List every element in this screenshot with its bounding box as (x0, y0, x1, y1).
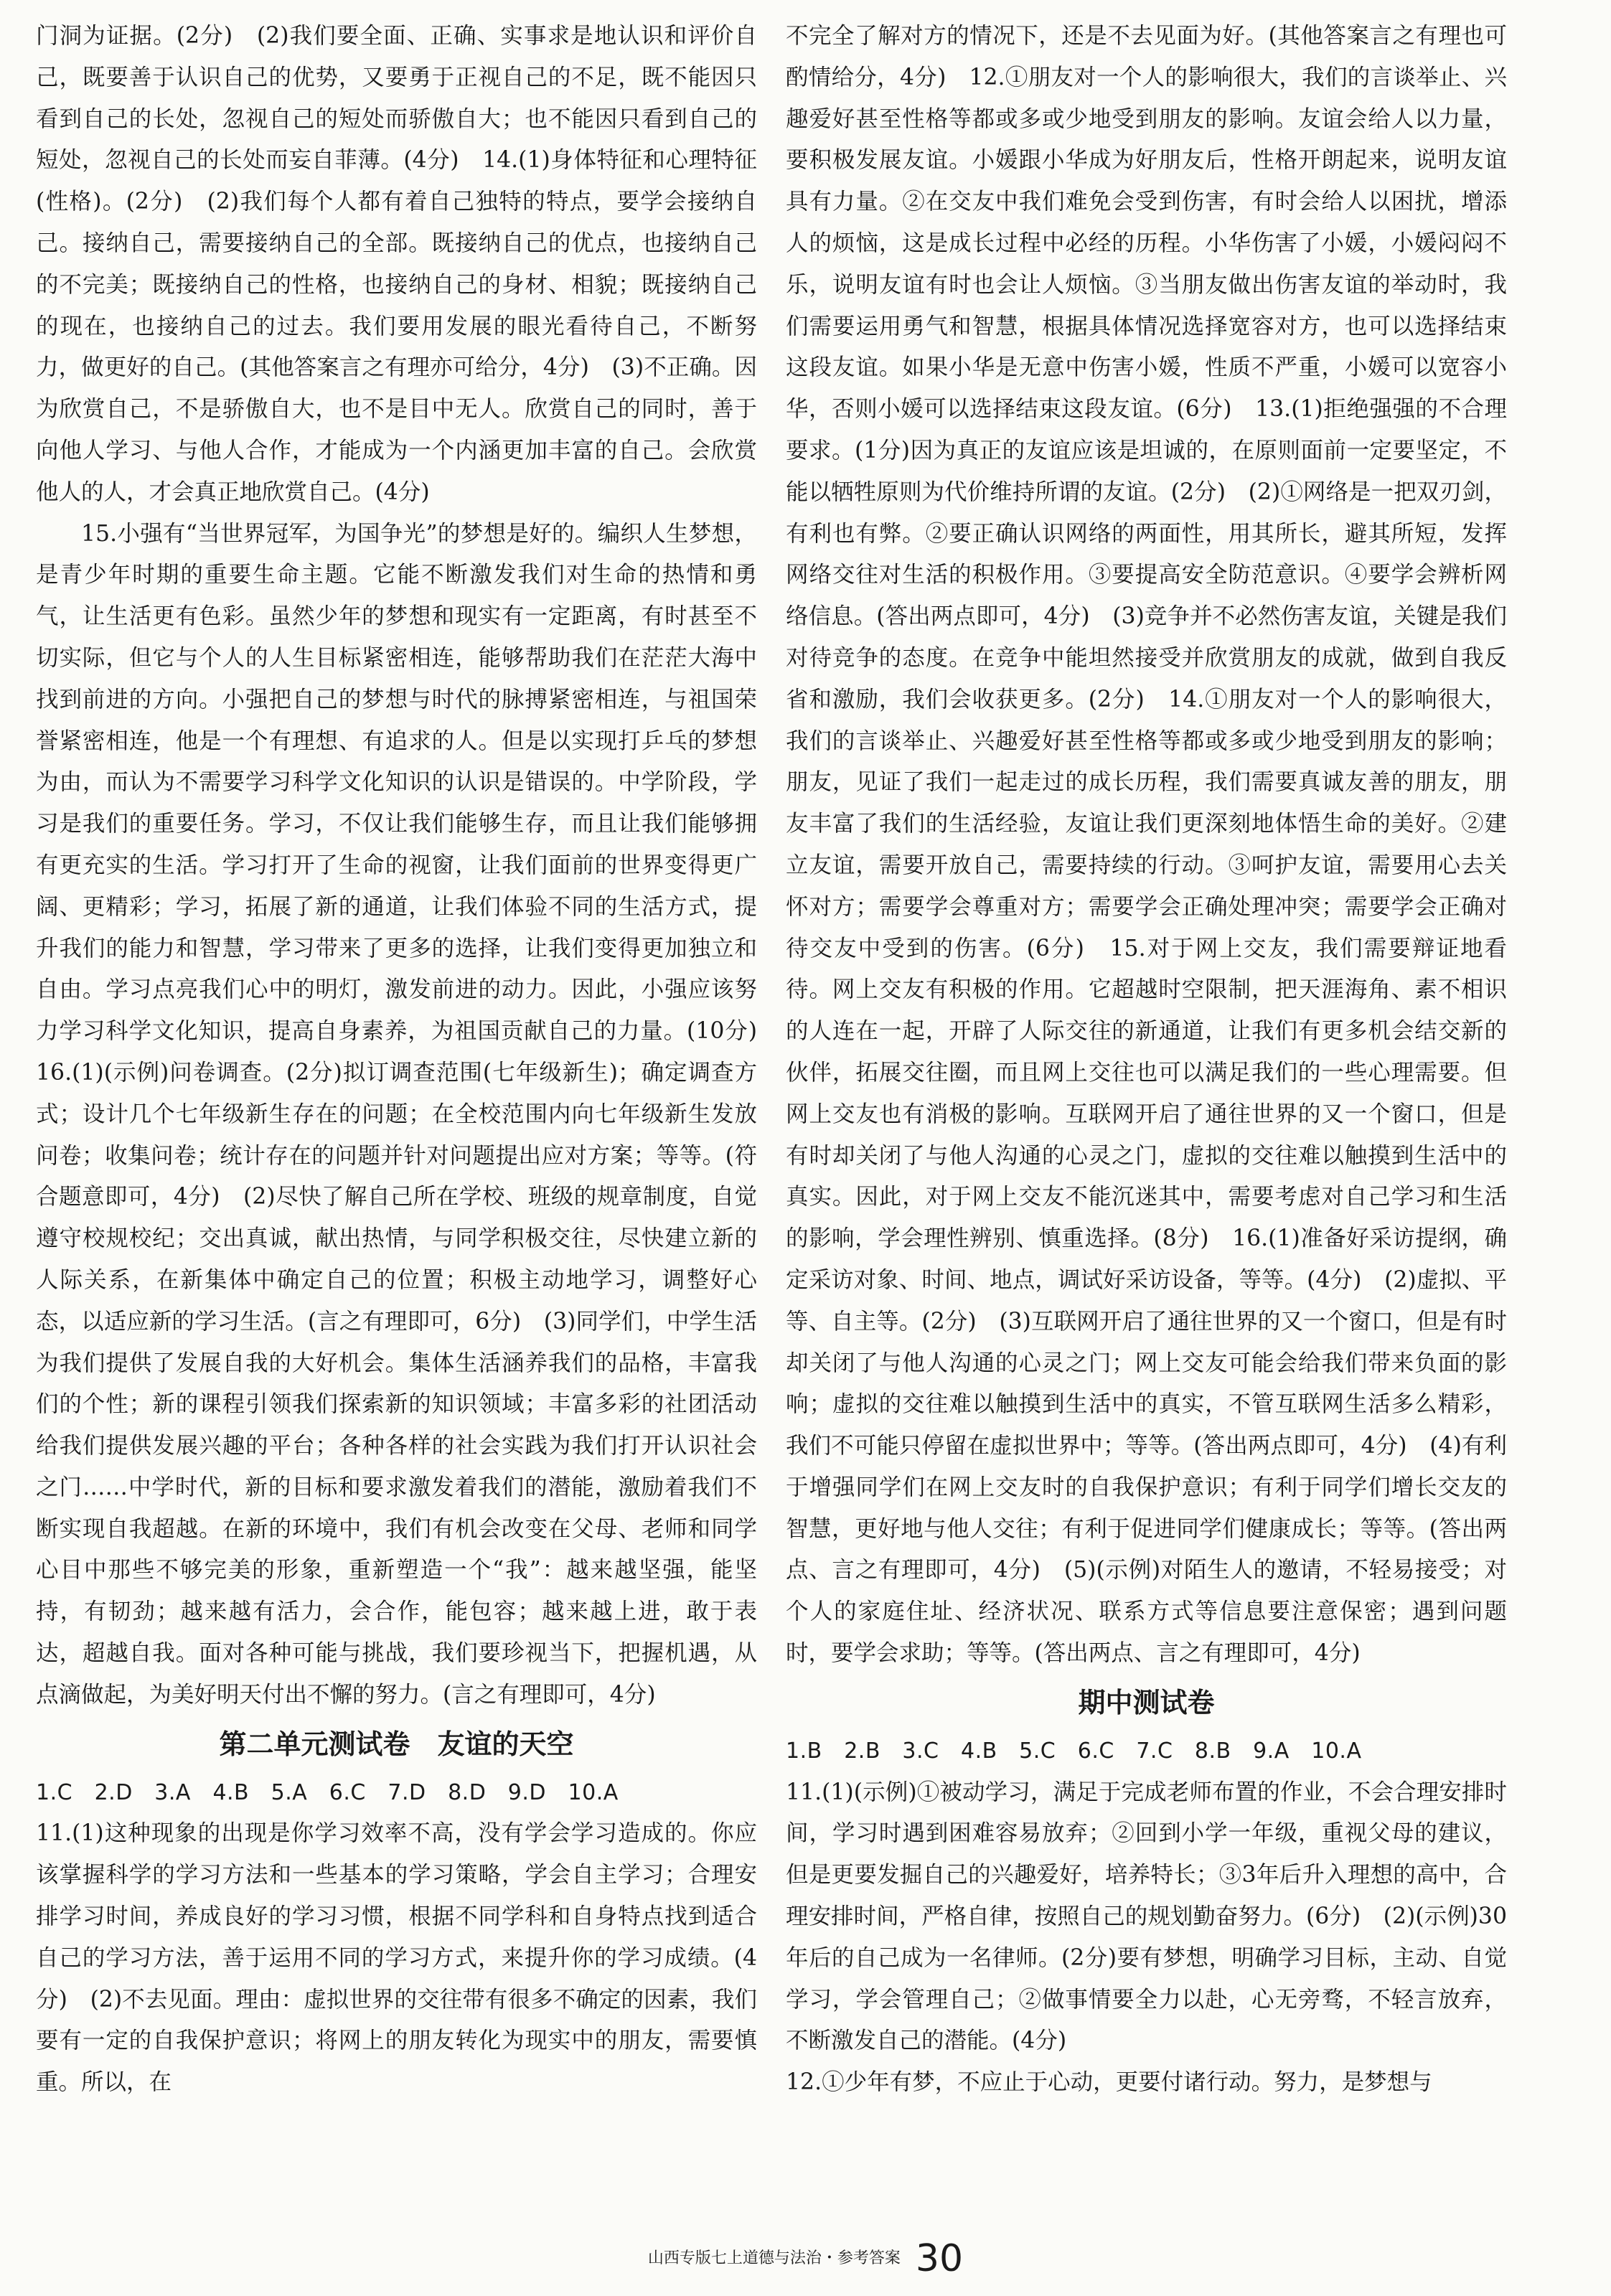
paragraph-right-3: 12.①少年有梦，不应止于心动，更要付诸行动。努力，是梦想与 (786, 2069, 1432, 2096)
right-column (786, 16, 1507, 2233)
paragraph-right-1: 不完全了解对方的情况下，还是不去见面为好。(其他答案言之有理也可酌情给分，4分) 12.①朋友对一个人的影响很大，我们的言谈举止、兴趣爱好甚至性格等都或多或少地受到朋友的影响。友谊会给人以力量，要积极发展友谊。小媛跟小华成为好朋友后，性格开朗起来，说明友谊具有力量。②在交友中我们难免会受到伤害，有时会给人以困扰，增添人的烦恼，这是成长过程中必经的历程。小华伤害了小媛，小媛闷闷不乐，说明友谊有时也会让人烦恼。③当朋友做出伤害友谊的举动时，我们需要运用勇气和智慧，根据具体情况选择宽容对方，也可以选择结束这段友谊。如果小华是无意中伤害小媛，性质不严重，小媛可以宽容小华，否则小媛可以选择结束这段友谊。(6分) 13.(1)拒绝强强的不合理要求。(1分)因为真正的友谊应该是坦诚的，在原则面前一定要坚定，不能以牺牲原则为代价维持所谓的友谊。(2分) (2)①网络是一把双刃剑，有利也有弊。②要正确认识网络的两面性，用其所长，避其所短，发挥网络交往对生活的积极作用。③要提高安全防范意识。④要学会辨析网络信息。(答出两点即可，4分) (3)竞争并不必然伤害友谊，关键是我们对待竞争的态度。在竞争中能坦然接受并欣赏朋友的成就，做到自我反省和激励，我们会收获更多。(2分) 14.①朋友对一个人的影响很大，我们的言谈举止、兴趣爱好甚至性格等都或多或少地受到朋友的影响；朋友，见证了我们一起走过的成长历程，我们需要真诚友善的朋友，朋友丰富了我们的生活经验，友谊让我们更深刻地体悟生命的美好。②建立友谊，需要开放自己，需要持续的行动。③呵护友谊，需要用心去关怀对方；需要学会尊重对方；需要学会正确处理冲突；需要学会正确对待交友中受到的伤害。(6分) 15.对于网上交友，我们需要辩证地看待。网上交友有积极的作用。它超越时空限制，把天涯海角、素不相识的人连在一起，开辟了人际交往的新通道，让我们有更多机会结交新的伙伴，拓展交往圈，而且网上交往也可以满足我们的一些心理需要。但网上交友也有消极的影响。互联网开启了通往世界的又一个窗口，但是有时却关闭了与他人沟通的心灵之门，虚拟的交往难以触摸到生活中的真实。因此，对于网上交友不能沉迷其中，需要考虑对自己学习和生活的影响，学会理性辨别、慎重选择。(8分) 16.(1)准备好采访提纲，确定采访对象、时间、地点，调试好采访设备，等等。(4分) (2)虚拟、平等、自主等。(2分) (3)互联网开启了通往世界的又一个窗口，但是有时却关闭了与他人沟通的心灵之门；网上交友可能会给我们带来负面的影响；虚拟的交往难以触摸到生活中的真实，不管互联网生活多么精彩，我们不可能只停留在虚拟世界中；等等。(答出两点即可，4分) (4)有利于增强同学们在网上交友时的自我保护意识；有利于同学们增长交友的智慧，更好地与他人交往；有利于促进同学们健康成长；等等。(答出两点、言之有理即可，4分) (5)(示例)对陌生人的邀请，不轻易接受；对个人的家庭住址、经济状况、联系方式等信息要注意保密；遇到问题时，要学会求助；等等。(答出两点、言之有理即可，4分) (786, 23, 1507, 1667)
paragraph-right-2: 11.(1)(示例)①被动学习，满足于完成老师布置的作业，不会合理安排时间，学习时遇到困难容易放弃；②回到小学一年级，重视父母的建议，但是更要发掘自己的兴趣爱好，培养特长；③3年后升入理想的高中，合理安排时间，严格自律，按照自己的规划勤奋努力。(6分) (2)(示例)30年后的自己成为一名律师。(2分)要有梦想，明确学习目标，主动、自觉学习，学会管理自己；②做事情要全力以赴，心无旁骛，不轻言放弃，不断激发自己的潜能。(4分) (786, 1779, 1507, 2054)
midterm-heading: 期中测试卷 (1078, 1686, 1215, 1718)
left-column (36, 16, 780, 2233)
unit2-choice-answers: 1.C 2.D 3.A 4.B 5.A 6.C 7.D 8.D 9.D 10.A (36, 1779, 619, 1805)
unit2-heading: 第二单元测试卷 友谊的天空 (219, 1728, 574, 1760)
paragraph-left-3: 11.(1)这种现象的出现是你学习效率不高，没有学会学习造成的。你应该掌握科学的学习方法和一些基本的学习策略，学会自主学习；合理安排学习时间，养成良好的学习习惯，根据不同学科和自身特点找到适合自己的学习方法，善于运用不同的学习方式，来提升你的学习成绩。(4分) (2)不去见面。理由：虚拟世界的交往带有很多不确定的因素，我们要有一定的自我保护意识；将网上的朋友转化为现实中的朋友，需要慎重。所以，在 (36, 1820, 757, 2096)
page-number: 30 (915, 2237, 964, 2280)
paragraph-left-2: 15.小强有“当世界冠军，为国争光”的梦想是好的。编织人生梦想，是青少年时期的重要生命主题。它能不断激发我们对生命的热情和勇气，让生活更有色彩。虽然少年的梦想和现实有一定距离，有时甚至不切实际，但它与个人的人生目标紧密相连，能够帮助我们在茫茫大海中找到前进的方向。小强把自己的梦想与时代的脉搏紧密相连，与祖国荣誉紧密相连，他是一个有理想、有追求的人。但是以实现打乒乓的梦想为由，而认为不需要学习科学文化知识的认识是错误的。中学阶段，学习是我们的重要任务。学习，不仅让我们能够生存，而且让我们能够拥有更充实的生活。学习打开了生命的视窗，让我们面前的世界变得更广阔、更精彩；学习，拓展了新的通道，让我们体验不同的生活方式，提升我们的能力和智慧，学习带来了更多的选择，让我们变得更加独立和自由。学习点亮我们心中的明灯，激发前进的动力。因此，小强应该努力学习科学文化知识，提高自身素养，为祖国贡献自己的力量。(10分) 16.(1)(示例)问卷调查。(2分)拟订调查范围(七年级新生)；确定调查方式；设计几个七年级新生存在的问题；在全校范围内向七年级新生发放问卷；收集问卷；统计存在的问题并针对问题提出应对方案；等等。(符合题意即可，4分) (2)尽快了解自己所在学校、班级的规章制度，自觉遵守校规校纪；交出真诚，献出热情，与同学积极交往，尽快建立新的人际关系，在新集体中确定自己的位置；积极主动地学习，调整好心态，以适应新的学习生活。(言之有理即可，6分) (3)同学们，中学生活为我们提供了发展自我的大好机会。集体生活涵养我们的品格，丰富我们的个性；新的课程引领我们探索新的知识领域；丰富多彩的社团活动给我们提供发展兴趣的平台；各种各样的社会实践为我们打开认识社会之门……中学时代，新的目标和要求激发着我们的潜能，激励着我们不断实现自我超越。在新的环境中，我们有机会改变在父母、老师和同学心目中那些不够完美的形象，重新塑造一个“我”：越来越坚强，能坚持，有韧劲；越来越有活力，会合作，能包容；越来越上进，敢于表达，超越自我。面对各种可能与挑战，我们要珍视当下，把握机遇，从点滴做起，为美好明天付出不懈的努力。(言之有理即可，4分) (36, 520, 780, 1708)
footer-title: 山西专版七上道德与法治・参考答案 (647, 2249, 901, 2267)
paragraph-left-1: 门洞为证据。(2分) (2)我们要全面、正确、实事求是地认识和评价自己，既要善于认识自己的优势，又要勇于正视自己的不足，既不能因只看到自己的长处，忽视自己的短处而骄傲自大；也不能因只看到自己的短处，忽视自己的长处而妄自菲薄。(4分) 14.(1)身体特征和心理特征(性格)。(2分) (2)我们每个人都有着自己独特的特点，要学会接纳自己。接纳自己，需要接纳自己的全部。既接纳自己的优点，也接纳自己的不完美；既接纳自己的性格，也接纳自己的身材、相貌；既接纳自己的现在，也接纳自己的过去。我们要用发展的眼光看待自己，不断努力，做更好的自己。(其他答案言之有理亦可给分，4分) (3)不正确。因为欣赏自己，不是骄傲自大，也不是目中无人。欣赏自己的同时，善于向他人学习、与他人合作，才能成为一个内涵更加丰富的自己。会欣赏他人的人，才会真正地欣赏自己。(4分) (36, 23, 757, 505)
page-footer (0, 2237, 1611, 2280)
midterm-choice-answers: 1.B 2.B 3.C 4.B 5.C 6.C 7.C 8.B 9.A 10.A (786, 1738, 1362, 1764)
